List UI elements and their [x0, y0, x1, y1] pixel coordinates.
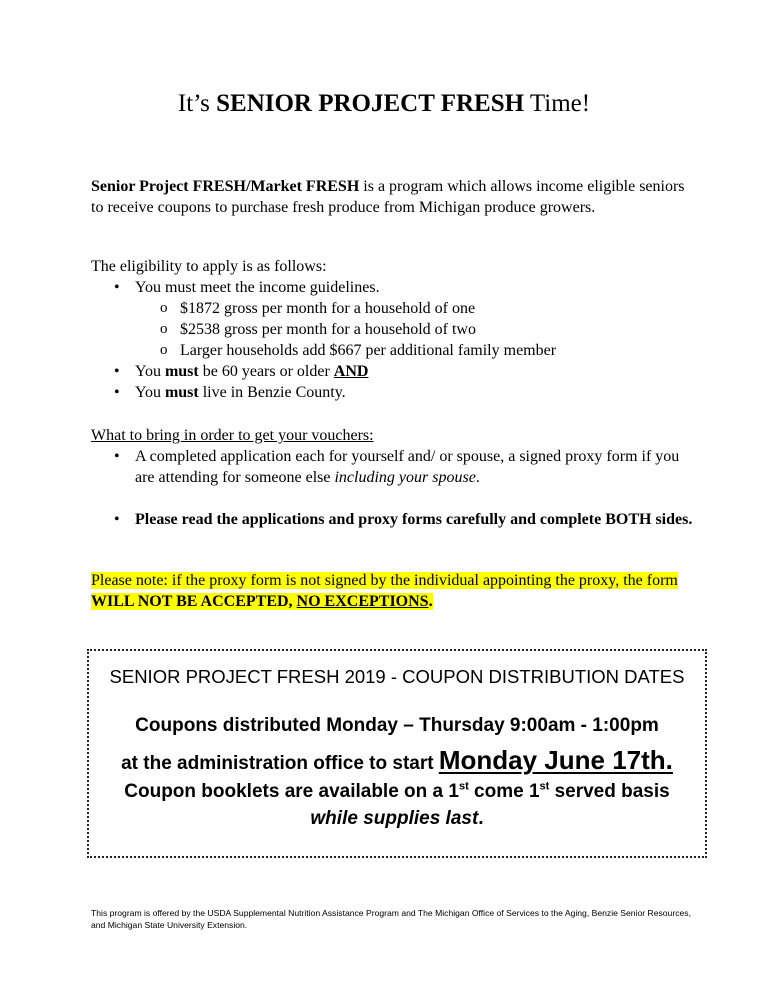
note-not-accepted: WILL NOT BE ACCEPTED, — [91, 593, 297, 610]
sub-bullet-icon: o — [160, 321, 168, 337]
bullet-icon: • — [114, 279, 120, 296]
age-must: must — [164, 363, 199, 380]
title-bold: SENIOR PROJECT FRESH — [216, 90, 525, 117]
footer-note: This program is offered by the USDA Supplemental Nutrition Assistance Program and The Michigan Office of Services to the Aging, Benzie Senior Resources, and Michigan State University Extension. — [91, 908, 691, 930]
title-prefix: It’s — [177, 90, 217, 117]
box-l4-italic: while supplies last — [310, 808, 479, 829]
bring-heading: What to bring in order to get your vouchers: — [91, 427, 374, 444]
note-no-exceptions: NO EXCEPTIONS — [296, 593, 429, 610]
age-pre: You — [135, 363, 165, 380]
bring-item1-end: . — [475, 469, 480, 486]
box-l3-sup1: st — [458, 780, 469, 793]
box-supplies-last — [89, 806, 705, 832]
box-l3-sup2: st — [539, 780, 550, 793]
intro-paragraph — [91, 176, 691, 218]
age-and: AND — [333, 363, 369, 380]
title-suffix: Time! — [524, 90, 591, 117]
county-pre: You — [135, 384, 165, 401]
bullet-icon: • — [114, 384, 120, 401]
box-start-date — [89, 743, 705, 781]
age-mid: be 60 years or older — [198, 363, 334, 380]
proxy-note — [91, 570, 691, 612]
eligibility-county — [135, 382, 346, 403]
eligibility-heading: The eligibility to apply is as follows: — [91, 258, 327, 275]
intro-program-name: Senior Project FRESH/Market FRESH — [91, 178, 360, 195]
page-title — [0, 88, 768, 120]
sub-bullet-icon: o — [160, 300, 168, 316]
bring-item-read: Please read the applications and proxy forms carefully and complete BOTH sides. — [135, 511, 693, 528]
box-title: SENIOR PROJECT FRESH 2019 - COUPON DISTRIBUTION DATES — [109, 666, 685, 687]
box-start-pre: at the administration office to start — [121, 753, 439, 774]
box-l3a: Coupon booklets are available on a 1 — [124, 781, 459, 802]
county-must: must — [164, 384, 199, 401]
intro-text: is a program which allows income eligible seniors to receive coupons to purchase fresh produce from Michigan produce growers. — [91, 178, 685, 216]
note-text: Please note: if the proxy form is not signed by the individual appointing the proxy, the form — [91, 572, 678, 589]
bring-item1-text: A completed application each for yourself and/ or spouse, a signed proxy form if you are attending for someone else — [135, 448, 680, 486]
bullet-icon: • — [114, 511, 120, 528]
income-item: Larger households add $667 per additional family member — [180, 342, 557, 359]
box-l4-end: . — [478, 808, 484, 829]
county-post: live in Benzie County. — [198, 384, 346, 401]
note-end: . — [428, 593, 433, 610]
income-item: $2538 gross per month for a household of two — [180, 321, 476, 338]
box-l3c: served basis — [549, 781, 670, 802]
bring-item-application — [135, 446, 695, 488]
distribution-dates-box — [87, 649, 707, 858]
bring-item1-italic: including your spouse — [334, 469, 476, 486]
box-first-come — [89, 779, 705, 805]
box-hours: Coupons distributed Monday – Thursday 9:00am - 1:00pm — [135, 715, 659, 736]
sub-bullet-icon: o — [160, 342, 168, 358]
income-item: $1872 gross per month for a household of one — [180, 300, 476, 317]
bullet-icon: • — [114, 363, 120, 380]
box-l3b: come 1 — [468, 781, 540, 802]
eligibility-income: You must meet the income guidelines. — [135, 279, 380, 296]
bullet-icon: • — [114, 448, 120, 465]
eligibility-age — [135, 361, 368, 382]
box-start-big: Monday June 17th. — [438, 745, 673, 775]
